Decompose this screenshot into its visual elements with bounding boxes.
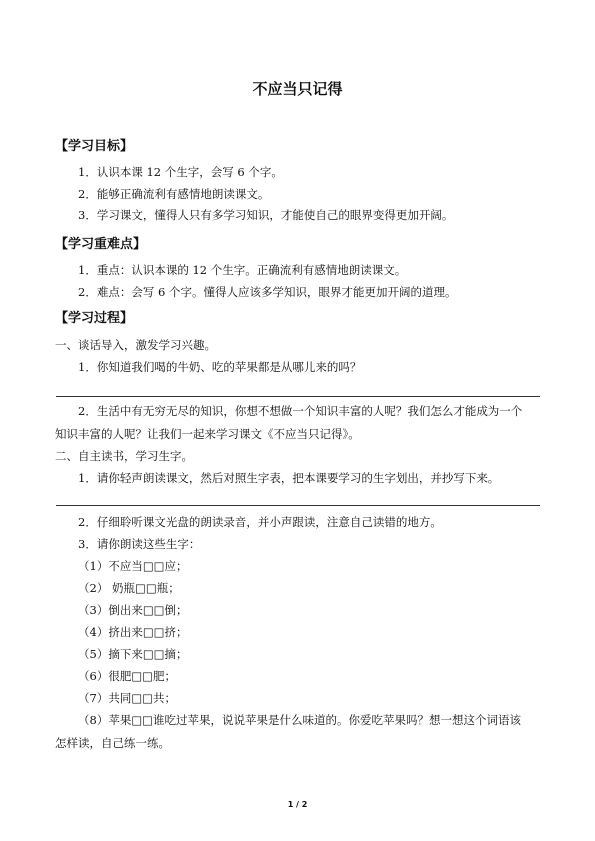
keypoint-item-1: 1．重点：认识本课的 12 个生字。正确流利有感情地朗读课文。	[78, 263, 407, 277]
keypoints-heading: 【学习重难点】	[55, 237, 147, 252]
word-item-8-line-1: （8）苹果□□谁吃过苹果，说说苹果是什么味道的。你爱吃苹果吗？想一想这个词语该	[78, 713, 522, 727]
part-1-heading: 一、谈话导入，激发学习兴趣。	[55, 338, 216, 352]
question-1: 1．你知道我们喝的牛奶、吃的苹果都是从哪儿来的吗？	[78, 360, 362, 374]
word-item-5: （5）摘下来□□摘；	[78, 647, 188, 661]
keypoint-item-2: 2．难点：会写 6 个字。懂得人应该多学知识，眼界才能更加开阔的道理。	[78, 285, 457, 299]
goal-item-3: 3．学习课文，懂得人只有多学习知识，才能使自己的眼界变得更加开阔。	[78, 208, 454, 222]
word-item-4: （4）挤出来□□挤；	[78, 625, 188, 639]
question-3: 1．请你轻声朗读课文，然后对照生字表，把本课要学习的生字划出，并抄写下来。	[78, 471, 500, 485]
question-4: 2．仔细聆听课文光盘的朗读录音，并小声跟读，注意自己读错的地方。	[78, 515, 442, 529]
question-5: 3．请你朗读这些生字：	[78, 537, 201, 551]
word-item-7: （7）共同□□共；	[78, 691, 177, 705]
page-title: 不应当只记得	[252, 80, 343, 98]
word-item-3: （3）倒出来□□倒；	[78, 603, 188, 617]
goal-item-1: 1．认识本课 12 个生字，会写 6 个字。	[78, 165, 283, 179]
word-item-2: （2） 奶瓶□□瓶；	[78, 581, 180, 595]
part-2-heading: 二、自主读书，学习生字。	[55, 449, 193, 463]
word-item-1: （1）不应当□□应；	[78, 559, 188, 573]
goal-item-2: 2．能够正确流利有感情地朗读课文。	[78, 187, 270, 201]
word-item-6: （6）很肥□□肥；	[78, 669, 177, 683]
process-heading: 【学习过程】	[55, 311, 134, 326]
goals-heading: 【学习目标】	[55, 139, 134, 154]
answer-line-2[interactable]	[56, 505, 540, 506]
word-item-8-line-2: 怎样读，自己练一练。	[55, 736, 170, 750]
question-2-line-1: 2．生活中有无穷无尽的知识，你想不想做一个知识丰富的人呢？我们怎么才能成为一个	[78, 404, 523, 418]
page-number: 1 / 2	[287, 800, 308, 809]
question-2-line-2: 知识丰富的人呢？让我们一起来学习课文《不应当只记得》。	[55, 427, 360, 441]
answer-line-1[interactable]	[56, 396, 540, 397]
